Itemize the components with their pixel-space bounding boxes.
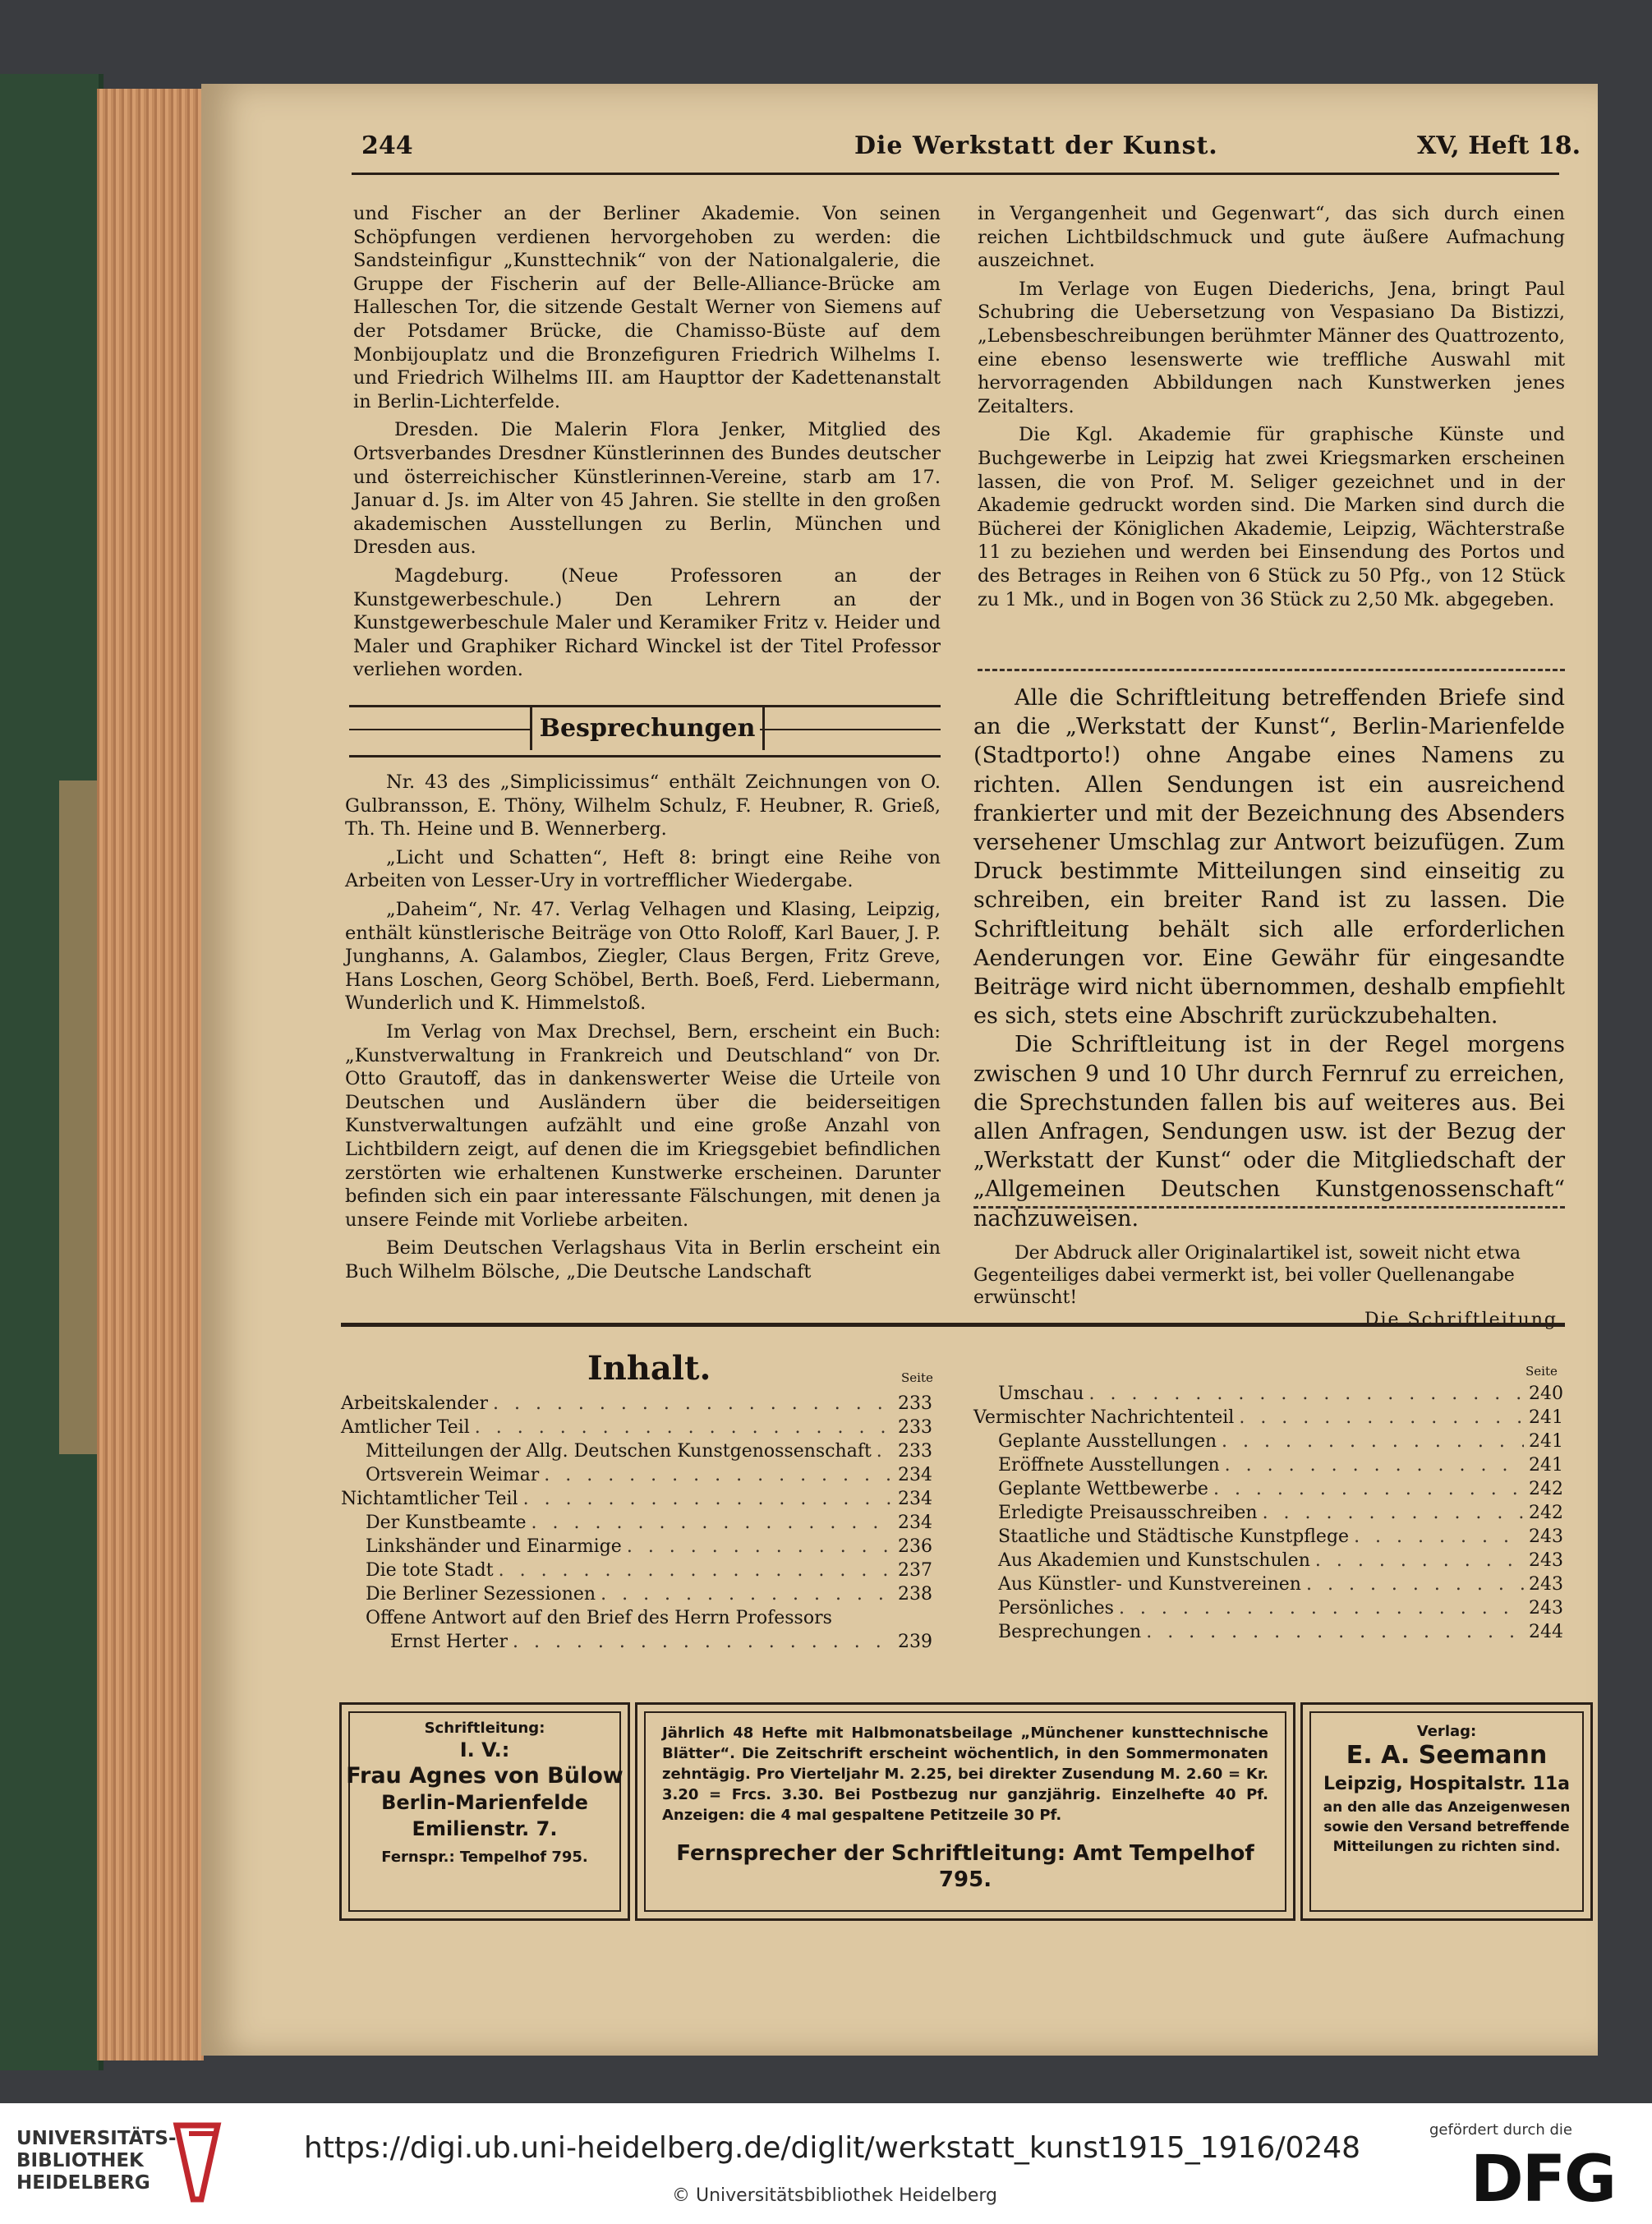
contents-leader <box>877 1439 893 1463</box>
contents-leader <box>544 1463 893 1487</box>
contents-leader <box>1213 1477 1524 1501</box>
contents-entry <box>341 1606 932 1630</box>
contents-entry-page: 234 <box>898 1465 932 1485</box>
article-text: und Fischer an der Berliner Akademie. Von seinen Schöpfungen verdienen hervorgehoben zu werden: die Sandsteinfigur „Kunsttechnik“ von der Nationalgalerie, die Gruppe der Fischerin auf der Belle-Alliance-Brücke am Halleschen Tor, die sitzende Gestalt Werner von Siemens auf der Potsdamer Brücke, die Chamisso-Büste auf dem Monbijouplatz und die Bronzefiguren Friedrich Wilhelms I. und Friedrich Wilhelms III. am Haupttor der Kadettenanstalt in Berlin-Lichterfelde. <box>353 203 941 412</box>
publisher-heading: Verlag: <box>1416 1723 1477 1740</box>
editorial-notice <box>973 684 1565 1233</box>
issue-label: XV, Heft 18. <box>1417 131 1581 160</box>
contents-entry-label: Aus Künstler- und Kunstvereinen <box>998 1574 1301 1595</box>
library-line: BIBLIOTHEK <box>16 2150 144 2171</box>
article-text: Die Kgl. Akademie für graphische Künste und Buchgewerbe in Leipzig hat zwei Kriegsmarken erscheinen lassen, die von Prof. M. Seliger gezeichnet und in der Akademie gedruckt worden sind. Die Marken sind durch die Bücherei der Königlichen Akademie, Leipzig, Wächterstraße 11 zu beziehen und werden bei Einsendung des Portos und des Betrages in Reihen von 6 Stück zu 50 Pfg., von 12 Stück zu 1 Mk., und in Bogen von 36 Stück zu 2,50 Mk. abgegeben. <box>978 424 1565 610</box>
library-name <box>16 2128 177 2194</box>
contents-left <box>341 1392 932 1654</box>
contents-leader <box>1222 1430 1524 1453</box>
reprint-footnote <box>973 1242 1565 1331</box>
seite-label: Seite <box>901 1370 933 1385</box>
magazine-page <box>201 84 1598 2056</box>
contents-entry-page: 242 <box>1529 1503 1563 1523</box>
contents-leader <box>1315 1549 1524 1572</box>
contents-entry-label: Aus Akademien und Kunstschulen <box>998 1550 1310 1571</box>
contents-entry-page: 238 <box>898 1584 932 1605</box>
section-heading: Besprechungen <box>530 707 765 750</box>
contents-entry-label: Umschau <box>998 1384 1084 1404</box>
article-text: Magdeburg. (Neue Professoren an der Kunstgewerbeschule.) Den Lehrern an der Kunstgewerbeschule Maler und Keramiker Fritz v. Heider und Maler und Graphiker Richard Winckel ist der Titel Professor verliehen worden. <box>353 564 941 681</box>
right-column <box>978 202 1565 616</box>
contents-entry-label: Geplante Wettbewerbe <box>998 1479 1208 1499</box>
article-text: in Vergangenheit und Gegenwart“, das sich durch einen reichen Lichtbildschmuck und gute äußere Aufmachung auszeichnet. <box>978 203 1565 272</box>
contents-leader <box>1354 1525 1524 1549</box>
contents-leader <box>531 1511 893 1535</box>
contents-entry-page: 244 <box>1529 1622 1563 1642</box>
contents-entry <box>341 1439 932 1463</box>
contents-entry-label: Offene Antwort auf den Brief des Herrn Professors <box>366 1608 832 1628</box>
contents-leader <box>1225 1453 1524 1477</box>
footnote-signature: Die Schriftleitung. <box>1364 1310 1565 1330</box>
cover-wear <box>59 780 99 1454</box>
dashed-divider <box>973 1206 1565 1209</box>
book-cover <box>0 74 104 2070</box>
review-text: Beim Deutschen Verlagshaus Vita in Berlin erscheint ein Buch Wilhelm Bölsche, „Die Deutsche Landschaft <box>345 1237 941 1282</box>
header-rule <box>352 173 1559 175</box>
contents-leader <box>1119 1596 1524 1620</box>
contents-entry-label: Erledigte Preisausschreiben <box>998 1503 1258 1523</box>
contents-entry <box>341 1559 932 1582</box>
contents-entry <box>341 1392 932 1416</box>
heading-line <box>760 729 941 730</box>
seite-label: Seite <box>1525 1364 1558 1379</box>
contents-right <box>973 1382 1563 1644</box>
page-number: 244 <box>361 131 413 160</box>
funded-by: gefördert durch die <box>1429 2121 1572 2139</box>
contents-leader <box>475 1416 893 1439</box>
contents-leader <box>1263 1501 1524 1525</box>
contents-entry <box>341 1630 932 1654</box>
article-text: Im Verlage von Eugen Diederichs, Jena, bringt Paul Schubring die Uebersetzung von Vespasiano Da Bistizzi, „Lebensbeschreibungen berühmter Männer des Quattrozento, eine ebenso lesenswerte wie treffliche Auswahl mit hervorragenden Abbildungen nach Kunstwerken jenes Zeitalters. <box>978 278 1565 417</box>
section-heading-box <box>349 705 941 757</box>
contents-entry <box>973 1525 1563 1549</box>
notice-text: Alle die Schriftleitung betreffenden Briefe sind an die „Werkstatt der Kunst“, Berlin-Marienfelde (Stadtporto!) ohne Angabe eines Namens zu richten. Allen Sendungen ist ein ausreichend frankierter und mit der Bezeichnung des Absenders versehener Umschlag zur Antwort beizufügen. Zum Druck bestimmte Mitteilungen sind einseitig zu schreiben, ein breiter Rand ist zu lassen. Die Schriftleitung behält sich alle erforderlichen Aenderungen vor. Eine Gewähr für eingesandte Beiträge wird nicht übernommen, deshalb empfiehlt es sich, stets eine Abschrift zurückzubehalten. <box>973 685 1565 1029</box>
contents-rule <box>341 1323 1565 1327</box>
review-text: „Licht und Schatten“, Heft 8: bringt eine Reihe von Arbeiten von Lesser-Ury in vortrefflicher Wiedergabe. <box>345 846 941 892</box>
contents-leader <box>493 1392 893 1416</box>
contents-leader <box>1088 1382 1524 1406</box>
contents-entry <box>973 1382 1563 1406</box>
subscription-box <box>635 1702 1295 1921</box>
contents-entry-label: Die tote Stadt <box>366 1560 494 1581</box>
contents-entry-label: Vermischter Nachrichtenteil <box>973 1407 1235 1428</box>
contents-entry-label: Ernst Herter <box>390 1632 508 1652</box>
contents-leader <box>627 1535 893 1559</box>
contents-entry-label: Die Berliner Sezessionen <box>366 1584 596 1605</box>
contents-entry-page: 243 <box>1529 1550 1563 1571</box>
editor-street: Emilienstr. 7. <box>412 1817 558 1840</box>
contents-entry-label: Eröffnete Ausstellungen <box>998 1455 1220 1476</box>
contents-entry-label: Linkshänder und Einarmige <box>366 1536 622 1557</box>
contents-entry-page: 243 <box>1529 1574 1563 1595</box>
editor-place: Berlin-Marienfelde <box>381 1791 588 1814</box>
contents-entry-page: 241 <box>1529 1407 1563 1428</box>
contents-entry <box>973 1453 1563 1477</box>
contents-entry-page: 240 <box>1529 1384 1563 1404</box>
contents-leader <box>1306 1572 1524 1596</box>
contents-leader <box>499 1559 893 1582</box>
dfg-logo: DFG <box>1470 2143 1616 2217</box>
contents-entry-page: 233 <box>898 1441 932 1462</box>
dashed-divider <box>978 669 1565 671</box>
editor-heading: Schriftleitung: <box>424 1720 545 1737</box>
contents-entry-page: 241 <box>1529 1431 1563 1452</box>
contents-entry-label: Staatliche und Städtische Kunstpflege <box>998 1526 1350 1547</box>
left-column <box>353 202 941 687</box>
editor-phone-line: Fernsprecher der Schriftleitung: Amt Tempelhof 795. <box>676 1841 1254 1892</box>
library-logo-icon <box>164 2121 230 2203</box>
heading-line <box>349 729 530 730</box>
contents-entry <box>973 1620 1563 1644</box>
review-text: Im Verlag von Max Drechsel, Bern, erscheint ein Buch: „Kunstverwaltung in Frankreich und Deutschland“ von Dr. Otto Grautoff, das in dankenswerter Weise die Urteile von Deutschen und Ausländern über die beiderseitigen Kunstverwaltungen aufzählt und eine große Anzahl von Lichtbildern zeigt, auf denen die im Kriegsgebiet befindlichen zerstörten wie erhaltenen Kunstwerke erscheinen. Darunter befinden sich ein paar interessante Fälschungen, mit denen ja unsere Feinde mit Vorliebe arbeiten. <box>345 1020 941 1231</box>
contents-entry <box>341 1463 932 1487</box>
contents-title: Inhalt. <box>587 1349 711 1388</box>
publisher-name: E. A. Seemann <box>1346 1741 1548 1770</box>
copyright: © Universitätsbibliothek Heidelberg <box>672 2185 998 2206</box>
contents-entry-label: Der Kunstbeamte <box>366 1513 527 1533</box>
contents-entry-label: Geplante Ausstellungen <box>998 1431 1217 1452</box>
editor-box <box>339 1702 630 1921</box>
contents-entry-label: Mitteilungen der Allg. Deutschen Kunstgenossenschaft <box>366 1441 872 1462</box>
contents-entry-label: Nichtamtlicher Teil <box>341 1489 518 1509</box>
contents-entry-page: 243 <box>1529 1526 1563 1547</box>
contents-entry <box>341 1511 932 1535</box>
contents-entry <box>341 1416 932 1439</box>
contents-entry <box>973 1501 1563 1525</box>
contents-entry-page: 239 <box>898 1632 932 1652</box>
contents-entry-page: 234 <box>898 1489 932 1509</box>
contents-entry-page: 237 <box>898 1560 932 1581</box>
contents-entry <box>341 1487 932 1511</box>
contents-leader <box>1239 1406 1524 1430</box>
contents-entry-label: Arbeitskalender <box>341 1393 488 1414</box>
article-text: Dresden. Die Malerin Flora Jenker, Mitglied des Ortsverbandes Dresdner Künstlerinnen des Bundes deutscher und österreichischer Künstlerinnen-Vereine, starb am 17. Januar d. Js. im Alter von 45 Jahren. Sie stellte in den großen akademischen Ausstellungen zu Berlin, München und Dresden aus. <box>353 419 941 559</box>
contents-entry-page: 234 <box>898 1513 932 1533</box>
publisher-text: an den alle das Anzeigenwesen sowie den Versand betreffende Mitteilungen zu richten sind. <box>1323 1799 1571 1855</box>
contents-leader <box>523 1487 893 1511</box>
journal-title: Die Werkstatt der Kunst. <box>854 131 1218 160</box>
contents-entry <box>973 1406 1563 1430</box>
contents-entry-label: Ortsverein Weimar <box>366 1465 540 1485</box>
contents-entry-page: 233 <box>898 1393 932 1414</box>
contents-leader <box>1146 1620 1524 1644</box>
library-line: HEIDELBERG <box>16 2172 150 2194</box>
permalink[interactable]: https://digi.ub.uni-heidelberg.de/diglit/werkstatt_kunst1915_1916/0248 <box>304 2131 1361 2165</box>
contents-entry-label: Persönliches <box>998 1598 1114 1619</box>
contents-entry <box>341 1582 932 1606</box>
publisher-box <box>1300 1702 1593 1921</box>
contents-entry-page: 241 <box>1529 1455 1563 1476</box>
contents-entry-page: 233 <box>898 1417 932 1438</box>
contents-entry <box>973 1549 1563 1572</box>
contents-entry <box>973 1477 1563 1501</box>
contents-entry-label: Amtlicher Teil <box>341 1417 470 1438</box>
contents-entry <box>973 1572 1563 1596</box>
contents-entry <box>341 1535 932 1559</box>
contents-entry <box>973 1596 1563 1620</box>
subscription-text: Jährlich 48 Hefte mit Halbmonatsbeilage „Münchener kunsttechnische Blätter“. Die Zeitschrift erscheint wöchentlich, in den Sommermonaten zehntägig. Pro Vierteljahr M. 2.25, bei direkter Zusendung M. 2.60 = Kr. 3.20 = Frcs. 3.30. Bei Postbezug nur ganzjährig. Einzelhefte 40 Pf. Anzeigen: die 4 mal gespaltene Petitzeile 30 Pf. <box>662 1724 1268 1824</box>
library-line: UNIVERSITÄTS- <box>16 2128 177 2149</box>
contents-leader <box>601 1582 893 1606</box>
viewer-footer <box>0 2103 1652 2224</box>
contents-entry-page: 242 <box>1529 1479 1563 1499</box>
page-edges <box>97 89 204 2061</box>
editor-iv: I. V.: <box>459 1738 510 1761</box>
review-text: „Daheim“, Nr. 47. Verlag Velhagen und Klasing, Leipzig, enthält künstlerische Beiträge von Otto Roloff, Karl Bauer, J. P. Junghanns, A. Galambos, Ziegler, Claus Bergen, Fritz Greve, Hans Loschen, Georg Schöbel, Berth. Boeß, Ferd. Liebermann, Wunderlich und K. Himmelstoß. <box>345 898 941 1015</box>
review-text: Nr. 43 des „Simplicissimus“ enthält Zeichnungen von O. Gulbransson, E. Thöny, Wilhelm Schulz, F. Heubner, R. Grieß, Th. Th. Heine und B. Wennerberg. <box>345 771 941 840</box>
editor-phone: Fernspr.: Tempelhof 795. <box>381 1849 588 1866</box>
editor-name: Frau Agnes von Bülow <box>346 1763 624 1789</box>
contents-entry-label: Besprechungen <box>998 1622 1142 1642</box>
publisher-city: Leipzig, Hospitalstr. 11a <box>1323 1774 1570 1794</box>
contents-entry-page: 236 <box>898 1536 932 1557</box>
contents-entry-page: 243 <box>1529 1598 1563 1619</box>
contents-entry <box>973 1430 1563 1453</box>
footnote-text: Der Abdruck aller Originalartikel ist, soweit nicht etwa Gegenteiliges dabei vermerkt ist, bei voller Quellenangabe erwünscht! <box>973 1243 1521 1308</box>
notice-text: Die Schriftleitung ist in der Regel morgens zwischen 9 und 10 Uhr durch Fernruf zu erreichen, die Sprechstunden fallen bis auf weiteres aus. Bei allen Anfragen, Sendungen usw. ist der Bezug der „Werkstatt der Kunst“ oder die Mitgliedschaft der „Allgemeinen Deutschen Kunstgenossenschaft“ nachzuweisen. <box>973 1032 1565 1232</box>
reviews-column <box>345 771 941 1288</box>
contents-leader <box>513 1630 893 1654</box>
